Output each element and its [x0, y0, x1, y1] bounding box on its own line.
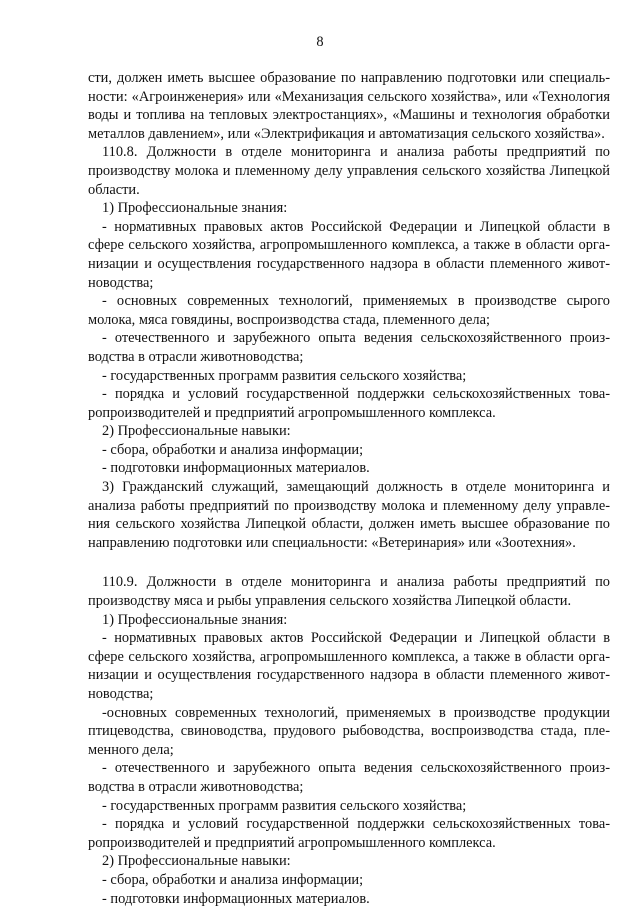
text-line: сти, должен иметь высшее образование по направлению подготовки или специаль- [88, 70, 610, 86]
text-line: новодства; [88, 274, 154, 291]
text-line: ности: «Агроинженерия» или «Механизация сельского хозяйства», или «Технология [88, 88, 610, 105]
text-line: производству мяса и рыбы управления сельского хозяйства Липецкой области. [88, 593, 572, 610]
text-line: - отечественного и зарубежного опыта ведения сельскохозяйственного произ- [102, 760, 610, 777]
subsection-heading: 1) Профессиональные знания: [102, 200, 288, 217]
text-line: новодства; [88, 686, 154, 702]
text-line: сфере сельского хозяйства, агропромышленного комплекса, а также в области орга- [88, 648, 610, 665]
text-line: - нормативных правовых актов Российской Федерации и Липецкой области в [102, 630, 610, 647]
page-number: 8 [316, 34, 324, 50]
text-line: производству молока и племенному делу управления сельского хозяйства Липецкой [88, 162, 610, 179]
text-line: - подготовки информационных материалов. [102, 890, 370, 907]
text-line: - основных современных технологий, применяемых в производстве сырого [102, 293, 610, 310]
subsection-heading: 2) Профессиональные навыки: [102, 853, 291, 870]
text-line: низации и осуществления государственного надзора в области племенного живот- [88, 667, 610, 684]
text-line: ния сельского хозяйства Липецкой области, должен иметь высшее образование по [88, 516, 610, 533]
text-line: анализа работы предприятий по производству молока и племенному делу управле- [88, 497, 610, 514]
text-line: водства в отрасли животноводства; [88, 778, 304, 795]
text-line: воды и топлива на тепловых электростанциях», «Машины и технология обработки [88, 107, 610, 124]
section-heading-110-9: 110.9. Должности в отделе мониторинга и анализа работы предприятий по [102, 574, 610, 591]
text-line: - нормативных правовых актов Российской Федерации и Липецкой области в [102, 218, 610, 235]
text-line: металлов давлением», или «Электрификация и автоматизация сельского хозяйства». [88, 125, 605, 142]
text-line: 3) Гражданский служащий, замещающий должность в отделе мониторинга и [102, 479, 610, 496]
text-line: - государственных программ развития сельского хозяйства; [102, 797, 467, 814]
subsection-heading: 2) Профессиональные навыки: [102, 423, 291, 440]
document-body [88, 69, 610, 908]
text-line: - сбора, обработки и анализа информации; [102, 871, 364, 888]
text-line: ропроизводителей и предприятий агропромышленного комплекса. [88, 404, 496, 421]
text-line: менного дела; [88, 741, 174, 758]
text-line: направлению подготовки или специальности: «Ветеринария» или «Зоотехния». [88, 534, 576, 551]
text-line: области. [88, 181, 140, 198]
text-line: водства в отрасли животноводства; [88, 348, 304, 365]
text-line: - государственных программ развития сельского хозяйства; [102, 367, 467, 384]
text-line: птицеводства, свиноводства, прудового рыбоводства, воспроизводства стада, пле- [88, 723, 610, 740]
text-line: - отечественного и зарубежного опыта ведения сельскохозяйственного произ- [102, 330, 610, 347]
text-line: ропроизводителей и предприятий агропромышленного комплекса. [88, 834, 496, 851]
text-line: -основных современных технологий, применяемых в производстве продукции [102, 704, 610, 721]
section-gap [88, 552, 610, 573]
text-line: - порядка и условий государственной поддержки сельскохозяйственных това- [102, 816, 610, 833]
text-line: молока, мяса говядины, воспроизводства стада, племенного дела; [88, 311, 490, 328]
text-line: - подготовки информационных материалов. [102, 460, 370, 477]
text-line: низации и осуществления государственного надзора в области племенного живот- [88, 255, 610, 272]
text-line: - сбора, обработки и анализа информации; [102, 441, 364, 458]
subsection-heading: 1) Профессиональные знания: [102, 611, 288, 628]
section-heading-110-8: 110.8. Должности в отделе мониторинга и анализа работы предприятий по [102, 144, 610, 161]
text-line: сфере сельского хозяйства, агропромышленного комплекса, а также в области орга- [88, 237, 610, 254]
text-line: - порядка и условий государственной поддержки сельскохозяйственных това- [102, 386, 610, 403]
